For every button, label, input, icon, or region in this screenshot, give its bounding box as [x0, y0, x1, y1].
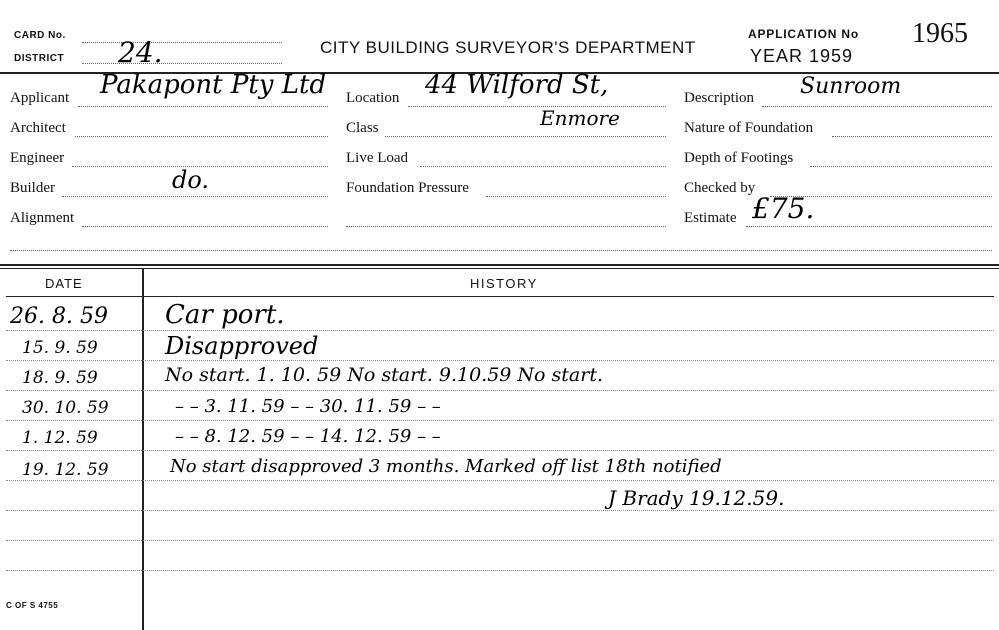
nature-of-foundation-label: Nature of Foundation [684, 120, 814, 136]
application-number: 1965 [912, 18, 968, 49]
history-header-rule [6, 296, 994, 297]
foundation-pressure-label: Foundation Pressure [346, 180, 469, 196]
history-entry: Disapproved [165, 332, 319, 360]
depth-of-footings-line [810, 166, 992, 167]
history-row-line [6, 450, 994, 451]
history-entry: – – 8. 12. 59 – – 14. 12. 59 – – [175, 426, 441, 447]
date-header: DATE [45, 276, 83, 291]
checked-by-label: Checked by [684, 180, 756, 196]
col2-extra-line [346, 226, 666, 227]
builder-value: do. [172, 166, 210, 194]
estimate-line [746, 226, 992, 227]
architect-line [75, 136, 328, 137]
fields-bottom-dotted [10, 250, 992, 251]
history-row-line [6, 360, 994, 361]
year-label: YEAR 1959 [750, 46, 854, 66]
architect-label: Architect [10, 120, 66, 136]
district-value: 24. [118, 36, 163, 69]
department-title: CITY BUILDING SURVEYOR'S DEPARTMENT [320, 38, 696, 57]
depth-of-footings-label: Depth of Footings [684, 150, 794, 166]
history-row-line [6, 540, 994, 541]
description-line [762, 106, 992, 107]
location-value: 44 Wilford St, [425, 70, 609, 100]
class-label: Class [346, 120, 379, 136]
history-top-rule-2 [0, 268, 999, 269]
applicant-line [78, 106, 328, 107]
applicant-label: Applicant [10, 90, 70, 106]
history-date: 15. 9. 59 [22, 338, 98, 358]
card-no-line [82, 42, 282, 43]
history-entry: Car port. [165, 300, 285, 330]
date-column-divider [142, 268, 144, 630]
location-suburb: Enmore [540, 106, 620, 130]
live-load-label: Live Load [346, 150, 409, 166]
builder-line [62, 196, 328, 197]
district-line [82, 63, 282, 64]
history-top-rule [0, 264, 999, 266]
history-header: HISTORY [470, 276, 538, 291]
history-row-line [6, 420, 994, 421]
history-row-line [6, 480, 994, 481]
history-row-line [6, 390, 994, 391]
alignment-label: Alignment [10, 210, 75, 226]
history-entry: No start disapproved 3 months. Marked off list 18th notified [170, 456, 722, 477]
history-row-line [6, 330, 994, 331]
history-date: 30. 10. 59 [22, 398, 109, 418]
estimate-label: Estimate [684, 210, 737, 226]
builder-label: Builder [10, 180, 55, 196]
description-value: Sunroom [800, 74, 902, 99]
alignment-line [82, 226, 328, 227]
location-line [408, 106, 666, 107]
application-label: APPLICATION No [748, 27, 859, 41]
estimate-value: £75. [752, 192, 815, 225]
location-label: Location [346, 90, 400, 106]
applicant-value: Pakapont Pty Ltd [100, 70, 327, 100]
description-label: Description [684, 90, 754, 106]
history-date: 18. 9. 59 [22, 368, 98, 388]
nature-of-foundation-line [832, 136, 992, 137]
history-date: 26. 8. 59 [10, 304, 108, 329]
history-entry: – – 3. 11. 59 – – 30. 11. 59 – – [175, 396, 441, 417]
foundation-pressure-line [486, 196, 666, 197]
history-date: 19. 12. 59 [22, 460, 109, 480]
form-code: C OF S 4755 [6, 601, 59, 610]
signature: J Brady 19.12.59. [608, 486, 785, 510]
history-entry: No start. 1. 10. 59 No start. 9.10.59 No start. [165, 364, 604, 386]
class-line [385, 136, 666, 137]
history-date: 1. 12. 59 [22, 428, 98, 448]
history-row-line [6, 510, 994, 511]
district-label: DISTRICT [14, 53, 65, 64]
engineer-label: Engineer [10, 150, 65, 166]
history-row-line [6, 570, 994, 571]
live-load-line [420, 166, 666, 167]
card-no-label: CARD No. [14, 30, 66, 41]
